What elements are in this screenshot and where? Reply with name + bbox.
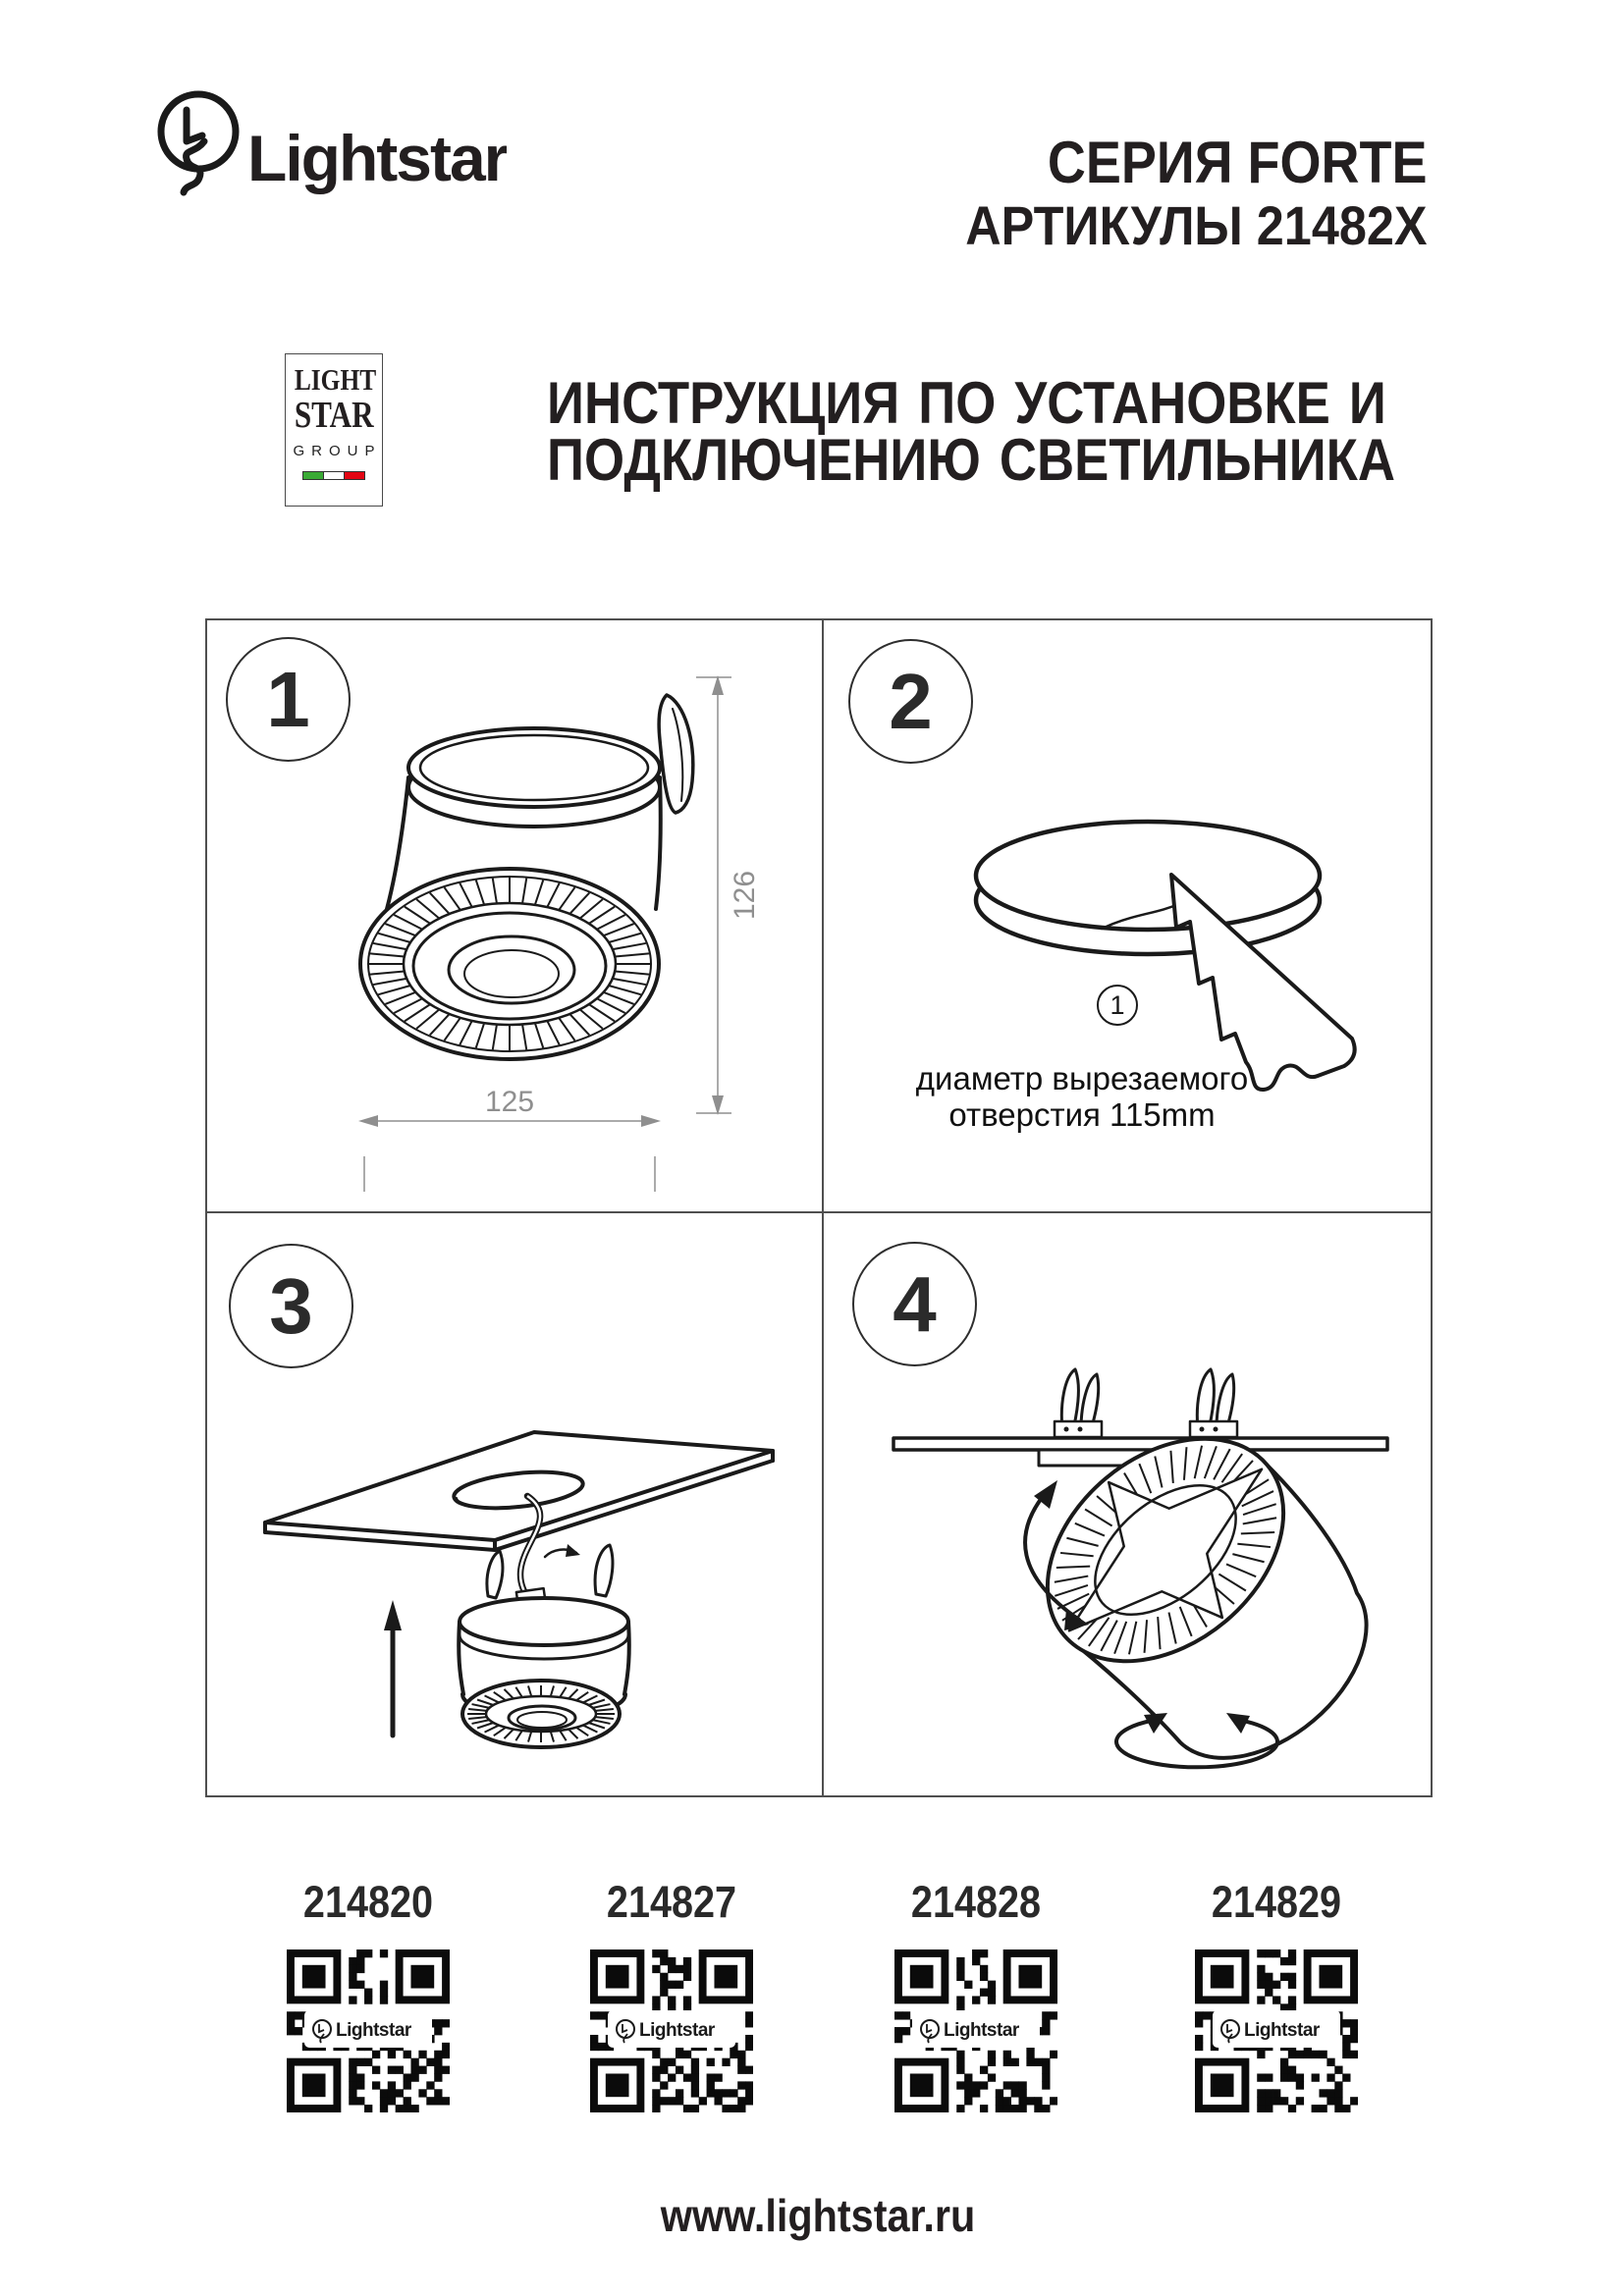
page-title-line1: ИНСТРУКЦИЯ ПО УСТАНОВКЕ И — [547, 370, 1386, 436]
step-3-drawing-insert-fixture — [205, 1211, 822, 1797]
brand-wordmark: Lightstar — [247, 122, 507, 194]
step-2-caption-line1: диаметр вырезаемого — [915, 1060, 1249, 1096]
article-number: 214820 — [302, 1877, 434, 1927]
ceiling-line — [893, 1438, 1387, 1450]
qr-code — [590, 1949, 753, 2112]
article-number: 214827 — [606, 1877, 737, 1927]
qr-code — [1195, 1949, 1358, 2112]
step-2-caption — [915, 1060, 1249, 1133]
group-logo-light: LIGHT — [294, 362, 377, 397]
group-logo-star: STAR — [294, 395, 374, 436]
fixture-clip-right — [595, 1545, 613, 1596]
step-1-number: 1 — [266, 655, 310, 743]
step-3-number: 3 — [269, 1261, 313, 1350]
step-1-drawing-spotlight-dimensions — [205, 618, 822, 1211]
qr-code — [287, 1949, 450, 2112]
dimension-height-label: 126 — [729, 870, 761, 921]
group-logo-group: GROUP — [293, 443, 382, 459]
article-number: 214829 — [1211, 1877, 1342, 1927]
callout-1-badge — [1097, 985, 1138, 1026]
step-2-number: 2 — [889, 657, 933, 745]
svg-text:Lightstar: Lightstar — [639, 2020, 715, 2041]
step-2-caption-line2: отверстия 115mm — [948, 1096, 1216, 1133]
step-4-drawing-adjust-fixture — [822, 1211, 1433, 1797]
page-title-line2: ПОДКЛЮЧЕНИЮ СВЕТИЛЬНИКА — [547, 427, 1396, 493]
article-number: 214828 — [910, 1877, 1042, 1927]
website-url: www.lightstar.ru — [660, 2190, 976, 2241]
series-title: СЕРИЯ FORTE — [1048, 130, 1428, 195]
header-titles — [914, 132, 1428, 257]
spring-clip — [659, 695, 693, 813]
spring-clip — [1055, 1369, 1102, 1437]
articles-line: АРТИКУЛЫ 21482X — [965, 194, 1428, 256]
group-logo-box — [285, 353, 383, 507]
up-arrow — [384, 1600, 402, 1735]
dimension-height — [696, 675, 761, 1115]
svg-text:Lightstar: Lightstar — [336, 2020, 411, 2041]
dimension-width-label: 125 — [484, 1086, 535, 1118]
italian-flag-icon — [302, 471, 365, 480]
callout-1-number: 1 — [1110, 989, 1125, 1020]
dimension-width — [358, 1086, 661, 1192]
lightbulb-icon — [161, 94, 236, 192]
fixture-clip-left — [487, 1551, 503, 1598]
lightstar-logo — [153, 79, 507, 236]
page-title — [547, 370, 1396, 493]
step-4-number: 4 — [893, 1259, 937, 1348]
svg-text:Lightstar: Lightstar — [944, 2020, 1019, 2041]
qr-code — [894, 1949, 1057, 2112]
svg-text:Lightstar: Lightstar — [1244, 2020, 1320, 2041]
